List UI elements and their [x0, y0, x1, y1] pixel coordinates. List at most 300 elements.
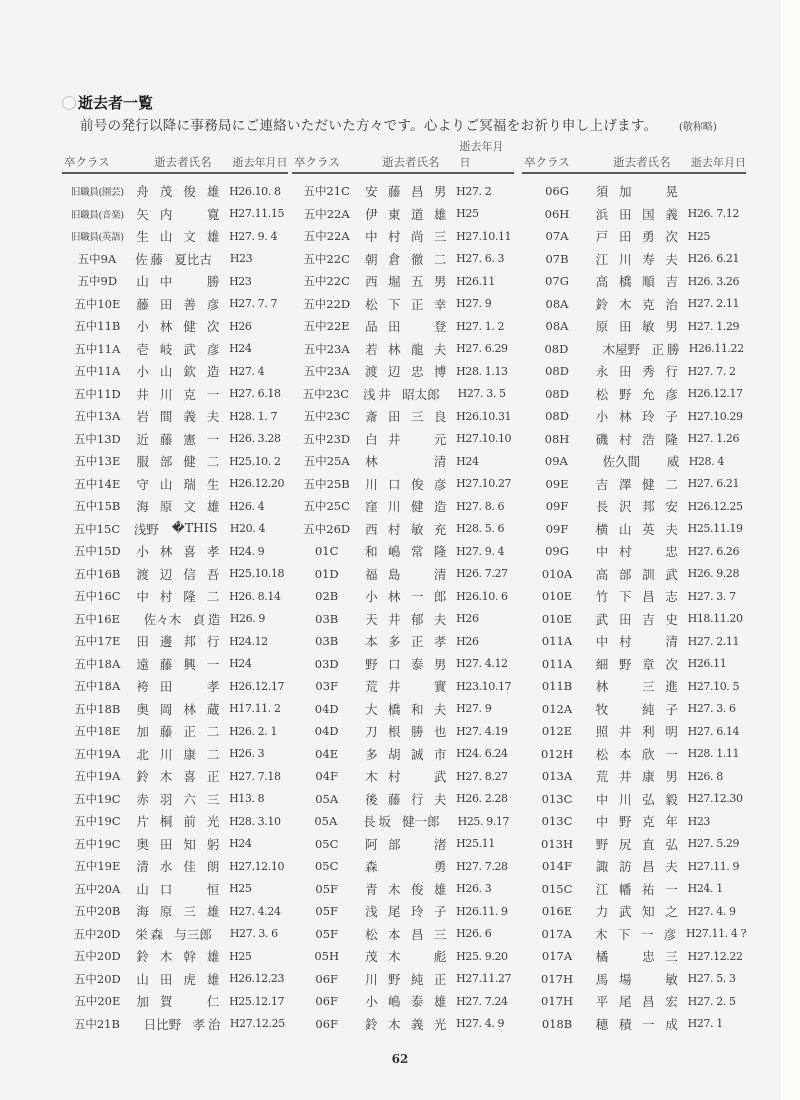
name-part: 吾 — [206, 566, 220, 582]
table-row — [522, 653, 746, 676]
name-part: 三 — [665, 949, 678, 965]
name-cell — [133, 812, 225, 830]
class-cell: 09G — [545, 544, 569, 559]
name-part: 武 — [433, 769, 447, 785]
class-cell: 06F — [315, 971, 338, 986]
name-cell — [361, 295, 452, 313]
name-part: 秀 — [642, 364, 655, 380]
name-part: 嶋 — [388, 544, 401, 560]
name-cell — [592, 767, 684, 785]
name-part: 中 — [136, 589, 149, 605]
honorific-note: (敬称略) — [679, 122, 717, 133]
name-cell — [592, 812, 684, 830]
name-part: 子 — [665, 701, 678, 717]
date-cell: H27.10. 5 — [687, 679, 740, 693]
date-cell: H26. 8.14 — [229, 589, 281, 603]
name-part: 夫 — [433, 791, 447, 807]
date-cell: H27. 3. 7 — [687, 589, 736, 603]
name-part: 林 — [183, 701, 196, 717]
header-date: 逝去年月日 — [459, 140, 504, 169]
name-part: 佐々木 — [143, 611, 182, 627]
name-part: 克 — [642, 296, 655, 312]
name-part: 細 — [595, 656, 609, 672]
name-part: 長 — [363, 814, 376, 830]
name-part — [409, 767, 425, 785]
name-part: 林 — [159, 544, 173, 560]
table-row — [62, 788, 288, 811]
name-part: 森 — [365, 859, 378, 875]
name-part: 章 — [642, 656, 655, 672]
name-cell — [361, 835, 452, 853]
name-part: 藤 — [159, 656, 173, 672]
name-part: 部 — [618, 566, 632, 582]
name-cell — [591, 340, 685, 358]
name-part: 竹 — [595, 589, 609, 605]
class-cell: 五中20A — [74, 881, 121, 896]
name-part: 邊 — [159, 634, 173, 650]
table-row — [62, 968, 288, 991]
class-cell: 010A — [541, 566, 573, 581]
name-part: 北 — [136, 746, 149, 762]
name-part: 安 — [365, 184, 378, 200]
date-cell: H27. 7. 7 — [229, 297, 278, 311]
date-cell: H26. 3 — [456, 882, 492, 896]
name-part: 正 — [651, 341, 665, 357]
name-part: 雄 — [433, 881, 447, 897]
table-row — [62, 450, 288, 473]
name-part: 佐 — [135, 251, 148, 267]
name-cell — [361, 520, 452, 538]
name-part: 野 — [618, 814, 632, 830]
name-cell — [592, 542, 684, 560]
name-part: 正 — [183, 724, 196, 740]
name-part: 造 — [206, 364, 220, 380]
name-part: 木 — [388, 1016, 401, 1032]
name-part: 隆 — [665, 431, 678, 447]
class-cell: 五中18E — [74, 724, 121, 739]
name-part: 村 — [159, 589, 173, 605]
name-cell — [361, 632, 452, 650]
table-row — [522, 563, 746, 586]
class-cell: 五中14E — [74, 476, 121, 491]
name-part: 森 — [150, 926, 164, 942]
name-part: 田 — [618, 319, 632, 335]
table-row — [292, 743, 514, 766]
name-part: 正 — [410, 296, 424, 312]
name-part: 村 — [618, 431, 632, 447]
name-part: 西 — [365, 521, 378, 537]
name-part: 虎 — [183, 971, 196, 987]
name-part: 中 — [595, 544, 609, 560]
name-cell — [361, 250, 452, 268]
name-part: 白 — [365, 431, 378, 447]
name-cell — [361, 700, 452, 718]
name-cell — [133, 205, 225, 223]
name-part — [650, 452, 665, 470]
name-part: 与三郎 — [174, 926, 212, 942]
column-header — [292, 140, 514, 174]
header-name: 逝去者氏名 — [613, 155, 671, 169]
table-row — [292, 720, 514, 743]
name-cell — [133, 677, 225, 695]
name-cell — [133, 340, 225, 358]
class-cell: 018B — [541, 1016, 573, 1031]
name-part: 義 — [665, 206, 678, 222]
class-cell: 01C — [314, 544, 339, 559]
name-part: 清 — [665, 634, 678, 650]
name-part: 木 — [595, 926, 608, 942]
name-cell — [592, 250, 684, 268]
date-cell: H27. 1.29 — [687, 319, 740, 333]
name-part: 海 — [136, 499, 149, 515]
name-part: 海 — [136, 904, 149, 920]
name-cell — [361, 970, 452, 988]
name-part: 藤 — [159, 431, 173, 447]
name-cell — [592, 520, 684, 538]
class-cell: 五中10E — [74, 296, 121, 311]
name-cell — [133, 947, 225, 965]
name-part: 直 — [642, 836, 655, 852]
name-part: 雄 — [433, 994, 447, 1010]
name-cell — [133, 227, 225, 245]
date-cell: H17.11. 2 — [229, 702, 281, 716]
name-part: 井 — [618, 769, 632, 785]
name-part: 男 — [433, 184, 447, 200]
name-part: 部 — [388, 836, 401, 852]
table-row — [62, 855, 288, 878]
table-row — [62, 585, 288, 608]
name-cell — [133, 272, 225, 290]
date-cell: H27. 9 — [456, 297, 492, 311]
table-row — [292, 833, 514, 856]
class-cell: 08D — [545, 409, 569, 424]
name-part: 木 — [365, 769, 378, 785]
class-cell: 08A — [545, 319, 569, 334]
class-cell: 01D — [314, 566, 339, 581]
name-part: 伊 — [365, 206, 378, 222]
table-row — [522, 675, 746, 698]
date-cell: H26.12.23 — [229, 972, 285, 986]
name-part: 渡 — [365, 364, 378, 380]
table-row — [522, 203, 746, 226]
name-part: 英 — [642, 521, 655, 537]
name-part: 次 — [665, 229, 678, 245]
name-cell — [133, 700, 225, 718]
name-part: 雄 — [433, 206, 447, 222]
name-part: 大 — [365, 701, 378, 717]
name-cell — [360, 385, 454, 403]
name-cell — [592, 970, 684, 988]
table-row — [522, 518, 746, 541]
date-cell: H26.11 — [687, 657, 727, 671]
name-part: 賀 — [159, 994, 173, 1010]
table-row — [62, 540, 288, 563]
table-row — [292, 585, 514, 608]
intro-text: 前号の発行以降に事務局にご連絡いただいた方々です。心よりご冥福をお祈り申し上げます。 — [80, 118, 658, 134]
header-date: 逝去年月日 — [691, 156, 746, 169]
table-row — [292, 383, 514, 406]
name-part: 威 — [666, 454, 680, 470]
class-cell: 07A — [545, 229, 569, 244]
name-part: 和 — [365, 544, 378, 560]
class-cell: 05A — [314, 814, 338, 829]
name-part: 藤 — [388, 184, 401, 200]
name-part: 夫 — [433, 611, 447, 627]
name-part: 順 — [642, 274, 655, 290]
name-part — [182, 677, 198, 695]
name-part: 武 — [618, 904, 632, 920]
name-part: 加 — [136, 994, 149, 1010]
name-part: 健 — [183, 319, 196, 335]
class-cell: 011A — [541, 634, 573, 649]
name-part: 矢 — [136, 206, 149, 222]
name-cell — [133, 295, 225, 313]
name-cell — [133, 385, 225, 403]
date-cell: H27.10.29 — [687, 409, 743, 423]
name-part: 品 — [365, 319, 378, 335]
name-part: 常 — [410, 544, 424, 560]
name-part: 藤 — [388, 791, 401, 807]
table-row — [522, 540, 746, 563]
name-part: 武 — [595, 611, 609, 627]
date-cell: H25.11 — [456, 837, 495, 851]
date-cell: H27. 4. 9 — [687, 904, 736, 918]
table-row — [292, 540, 514, 563]
class-cell: 013A — [541, 769, 573, 784]
name-part: 村 — [388, 521, 401, 537]
name-part: 川 — [159, 746, 173, 762]
name-part: 昌 — [642, 589, 655, 605]
class-cell: 03B — [315, 634, 339, 649]
name-part: 木 — [388, 881, 401, 897]
name-part: 昌 — [642, 994, 655, 1010]
class-cell: 五中18A — [74, 679, 121, 694]
name-part: 正 — [433, 971, 447, 987]
name-part: 三 — [206, 791, 220, 807]
table-row — [522, 225, 746, 248]
class-cell: 五中18A — [74, 656, 121, 671]
date-cell: H26. 9 — [229, 612, 265, 626]
name-part: 純 — [410, 971, 424, 987]
name-part: 二 — [433, 251, 447, 267]
class-cell: 五中16E — [73, 611, 120, 626]
name-part — [159, 520, 168, 538]
name-part: 橋 — [388, 701, 401, 717]
name-part: 弘 — [642, 791, 655, 807]
date-cell: H26.12.20 — [229, 477, 285, 491]
date-cell: H25.12.17 — [229, 994, 285, 1008]
date-cell: H27. 7.24 — [456, 994, 508, 1008]
class-cell: 010E — [541, 611, 573, 626]
name-part: 夫 — [206, 409, 220, 425]
name-part: 浩 — [642, 431, 655, 447]
class-cell: 五中19C — [74, 791, 121, 806]
table-row — [62, 878, 288, 901]
name-part: 夫 — [665, 251, 678, 267]
name-cell — [360, 812, 454, 830]
name-cell — [361, 475, 452, 493]
name-part: 川 — [618, 251, 632, 267]
name-part: 井 — [388, 611, 401, 627]
table-row — [62, 675, 288, 698]
name-part: 田 — [136, 634, 149, 650]
name-part: 須 — [595, 184, 609, 200]
class-cell: 011B — [541, 679, 573, 694]
name-part: 忠 — [665, 544, 678, 560]
class-cell: 五中23D — [303, 431, 351, 446]
table-row — [62, 608, 288, 631]
table-row — [62, 495, 288, 518]
name-cell — [361, 565, 452, 583]
name-part: 松 — [595, 386, 609, 402]
name-part: 福 — [365, 566, 378, 582]
date-cell: H26. 8 — [687, 769, 723, 783]
table-row — [522, 585, 746, 608]
name-cell — [592, 587, 684, 605]
class-cell: 五中20D — [73, 971, 121, 986]
name-part: 山 — [159, 476, 173, 492]
class-cell: 五中11A — [74, 341, 121, 356]
name-cell — [592, 745, 684, 763]
class-cell: 04E — [315, 746, 339, 761]
name-part: 吉 — [642, 611, 655, 627]
date-cell: H23 — [687, 814, 711, 828]
name-part: 本 — [388, 926, 401, 942]
name-part: 木 — [618, 296, 632, 312]
table-row — [292, 810, 514, 833]
name-part: 健 — [410, 499, 424, 515]
name-cell — [132, 1015, 226, 1033]
class-cell: 06G — [545, 184, 569, 199]
obituary-table — [62, 140, 747, 1035]
table-row — [62, 1013, 288, 1036]
name-part: 辺 — [388, 364, 401, 380]
class-cell: 07B — [545, 251, 569, 266]
name-part — [182, 880, 198, 898]
name-part: 近 — [136, 431, 149, 447]
name-part: 夫 — [433, 701, 447, 717]
name-part: 玲 — [410, 904, 424, 920]
date-cell: H26 — [229, 319, 252, 333]
name-part: 片 — [136, 814, 149, 830]
name-part: 昌 — [642, 859, 655, 875]
date-cell: H27. 6.14 — [687, 724, 740, 738]
name-cell — [361, 182, 452, 200]
name-part: 訓 — [642, 566, 655, 582]
name-cell — [361, 272, 452, 290]
name-part — [386, 857, 402, 875]
table-row — [62, 383, 288, 406]
class-cell: 五中20B — [74, 904, 121, 919]
name-part: 雄 — [206, 904, 220, 920]
name-part: 生 — [136, 229, 149, 245]
name-part: 純 — [642, 701, 655, 717]
class-cell: 五中20D — [73, 926, 121, 941]
name-part: 義 — [183, 409, 196, 425]
class-cell: 012A — [541, 701, 573, 716]
table-row — [62, 225, 288, 248]
class-cell: 03D — [314, 656, 339, 671]
name-cell — [592, 880, 684, 898]
name-part: 赤 — [136, 791, 149, 807]
name-part: 朗 — [206, 859, 220, 875]
table-row — [522, 698, 746, 721]
name-part: 彪 — [433, 949, 447, 965]
name-part: 田 — [618, 206, 632, 222]
name-part: 松 — [365, 926, 378, 942]
name-part — [409, 452, 425, 470]
class-cell: 五中23A — [303, 364, 350, 379]
date-cell: H25.11.19 — [687, 522, 743, 536]
name-part: 壱 — [136, 341, 149, 357]
class-cell: 五中15C — [73, 521, 121, 536]
class-cell: 09F — [545, 521, 569, 536]
name-part: 志 — [665, 589, 678, 605]
class-cell: 五中22E — [303, 319, 350, 334]
name-part: 孝 — [433, 634, 447, 650]
date-cell: H24 — [229, 657, 252, 671]
name-part — [409, 430, 425, 448]
date-cell: H27. 9. 4 — [456, 544, 505, 558]
name-part: 寿 — [642, 251, 655, 267]
name-cell — [132, 250, 226, 268]
name-part: 浜 — [595, 206, 609, 222]
class-cell: 06F — [315, 994, 338, 1009]
date-cell: H27.12.22 — [687, 949, 743, 963]
name-part: 男 — [433, 656, 447, 672]
table-row — [522, 968, 746, 991]
date-cell: H27. 7.18 — [229, 769, 281, 783]
name-part: 田 — [618, 364, 632, 380]
name-part: 荒 — [595, 769, 609, 785]
name-part: 毅 — [665, 791, 678, 807]
name-part: 遠 — [136, 656, 149, 672]
name-part: 澤 — [618, 476, 632, 492]
name-cell — [361, 542, 452, 560]
table-row — [522, 810, 746, 833]
name-part — [409, 565, 425, 583]
name-cell — [133, 317, 225, 335]
class-cell: 08D — [544, 341, 569, 356]
name-cell — [133, 565, 225, 583]
name-part: 野 — [388, 971, 401, 987]
class-cell: 五中15D — [73, 544, 121, 559]
name-part: 天 — [365, 611, 378, 627]
class-cell: 08H — [544, 431, 570, 446]
table-row — [292, 900, 514, 923]
date-cell: H26. 3.26 — [687, 274, 740, 288]
name-part: 吉 — [595, 476, 609, 492]
name-part: 松 — [365, 296, 378, 312]
name-part: 嶋 — [388, 994, 401, 1010]
name-cell — [361, 340, 452, 358]
name-part: 袴 — [136, 679, 149, 695]
name-part: 俊 — [410, 476, 424, 492]
class-cell: 五中9D — [77, 274, 118, 289]
date-cell: H27. 2. 5 — [687, 994, 736, 1008]
name-part: 尻 — [618, 836, 632, 852]
name-part: 村 — [618, 634, 632, 650]
table-row — [522, 945, 746, 968]
name-part: 俊 — [183, 184, 196, 200]
name-cell — [592, 700, 684, 718]
name-part: 西 — [365, 274, 378, 290]
name-cell — [133, 880, 225, 898]
name-part: 三 — [642, 679, 655, 695]
date-cell: H24 — [456, 454, 479, 468]
name-part: 和 — [410, 701, 424, 717]
date-cell: H27. 3. 5 — [457, 387, 506, 401]
